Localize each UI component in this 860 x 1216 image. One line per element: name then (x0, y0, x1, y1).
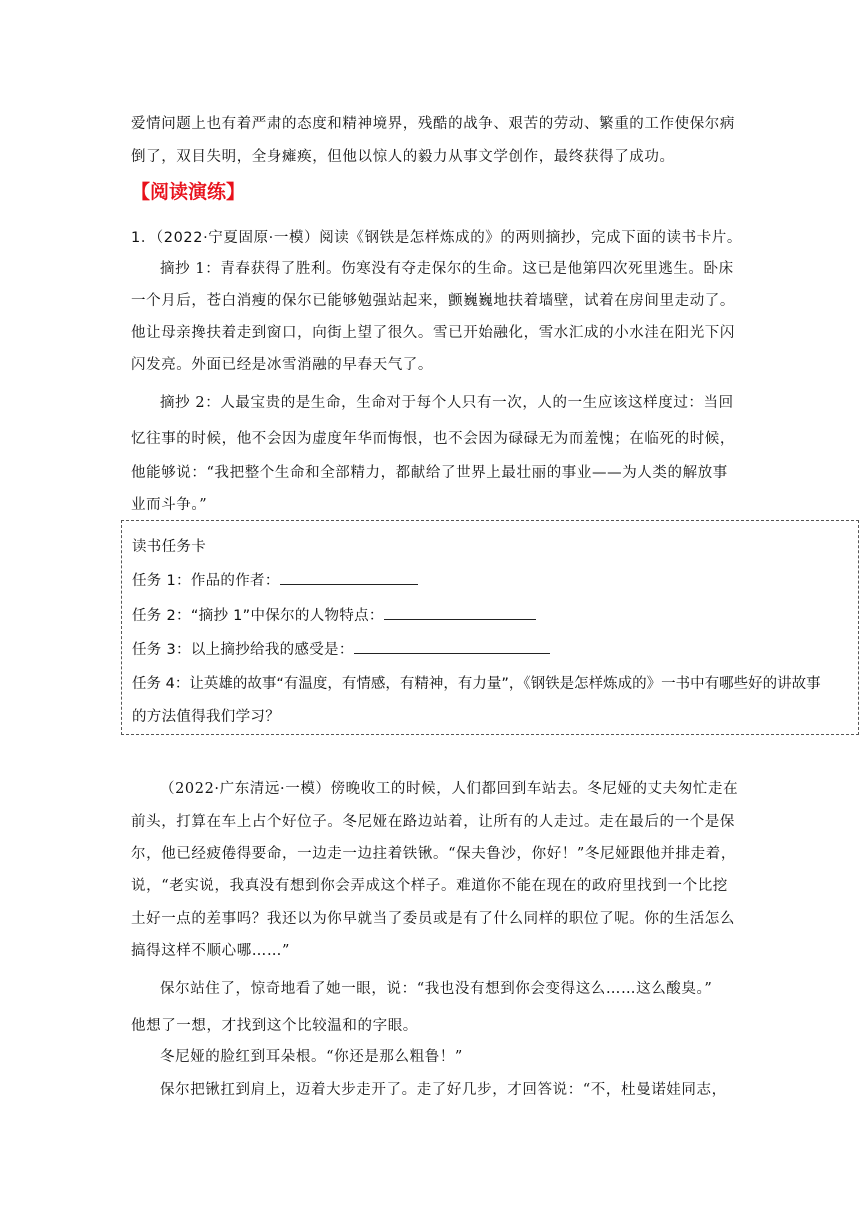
passage-2-line: 保尔把锹扛到肩上，迈着大步走开了。走了好几步，才回答说：“不，杜曼诺娃同志， (160, 1082, 727, 1098)
intro-line: 爱情问题上也有着严肃的态度和精神境界，残酷的战争、艰苦的劳动、繁重的工作使保尔病 (131, 116, 735, 132)
passage-2-line: 说，“老实说，我真没有想到你会弄成这个样子。难道你不能在现在的政府里找到一个比挖 (131, 878, 728, 894)
task-4-line: 的方法值得我们学习？ (132, 709, 280, 725)
task-1 (132, 569, 418, 590)
task-card-title: 读书任务卡 (132, 539, 206, 555)
excerpt-1-line: 他让母亲搀扶着走到窗口，向街上望了很久。雪已开始融化，雪水汇成的小水洼在阳光下闪 (131, 325, 735, 341)
excerpt-2-line: 忆往事的时候，他不会因为虚度年华而悔恨，也不会因为碌碌无为而羞愧；在临死的时候， (131, 431, 735, 447)
excerpt-2-line: 他能够说：“我把整个生命和全部精力，都献给了世界上最壮丽的事业——为人类的解放事 (131, 465, 728, 481)
question-1-prompt: 1．（2022·宁夏固原·一模）阅读《钢铁是怎样炼成的》的两则摘抄，完成下面的读书卡片。 (131, 230, 742, 246)
task-3 (132, 638, 550, 659)
passage-2-line: 冬尼娅的脸红到耳朵根。“你还是那么粗鲁！” (160, 1049, 463, 1065)
task-4-line: 任务 4：让英雄的故事“有温度，有情感，有精神，有力量”，《钢铁是怎样炼成的》一书中有哪些好的讲故事 (132, 676, 821, 692)
passage-2-line: 前头，打算在车上占个好位子。冬尼娅在路边站着，让所有的人走过。走在最后的一个是保 (131, 814, 735, 830)
passage-2-line: 土好一点的差事吗？我还以为你早就当了委员或是有了什么同样的职位了呢。你的生活怎么 (131, 911, 735, 927)
reading-task-card (121, 520, 859, 735)
passage-2-line: 保尔站住了，惊奇地看了她一眼，说：“我也没有想到你会变得这么……这么酸臭。” (160, 981, 713, 997)
passage-2-line: 他想了一想，才找到这个比较温和的字眼。 (131, 1018, 418, 1034)
excerpt-2-line: 摘抄 2：人最宝贵的是生命，生命对于每个人只有一次，人的一生应该这样度过：当回 (160, 395, 734, 411)
intro-line: 倒了，双目失明，全身瘫痪，但他以惊人的毅力从事文学创作，最终获得了成功。 (131, 149, 675, 165)
task-3-answer-blank[interactable] (354, 639, 550, 654)
passage-2-line: 尔，他已经疲倦得要命，一边走一边拄着铁锹。“保夫鲁沙，你好！”冬尼娅跟他并排走着， (131, 846, 736, 862)
excerpt-2-line: 业而斗争。” (131, 497, 208, 513)
task-3-label: 任务 3：以上摘抄给我的感受是： (132, 642, 354, 658)
task-2 (132, 604, 536, 625)
task-1-label: 任务 1：作品的作者： (132, 573, 280, 589)
section-heading: 【阅读演练】 (131, 181, 246, 203)
passage-2-line: 搞得这样不顺心哪……” (131, 943, 291, 959)
passage-2-line: （2022·广东清远·一模）傍晚收工的时候，人们都回到车站去。冬尼娅的丈夫匆忙走在 (160, 781, 739, 797)
excerpt-1-line: 一个月后，苍白消瘦的保尔已能够勉强站起来，颤巍巍地扶着墙壁，试着在房间里走动了。 (131, 293, 735, 309)
task-1-answer-blank[interactable] (280, 570, 418, 585)
task-2-answer-blank[interactable] (384, 605, 536, 620)
excerpt-1-line: 闪发亮。外面已经是冰雪消融的早春天气了。 (131, 357, 433, 373)
task-2-label: 任务 2：“摘抄 1”中保尔的人物特点： (132, 608, 384, 624)
excerpt-1-line: 摘抄 1：青春获得了胜利。伤寒没有夺走保尔的生命。这已是他第四次死里逃生。卧床 (160, 261, 734, 277)
